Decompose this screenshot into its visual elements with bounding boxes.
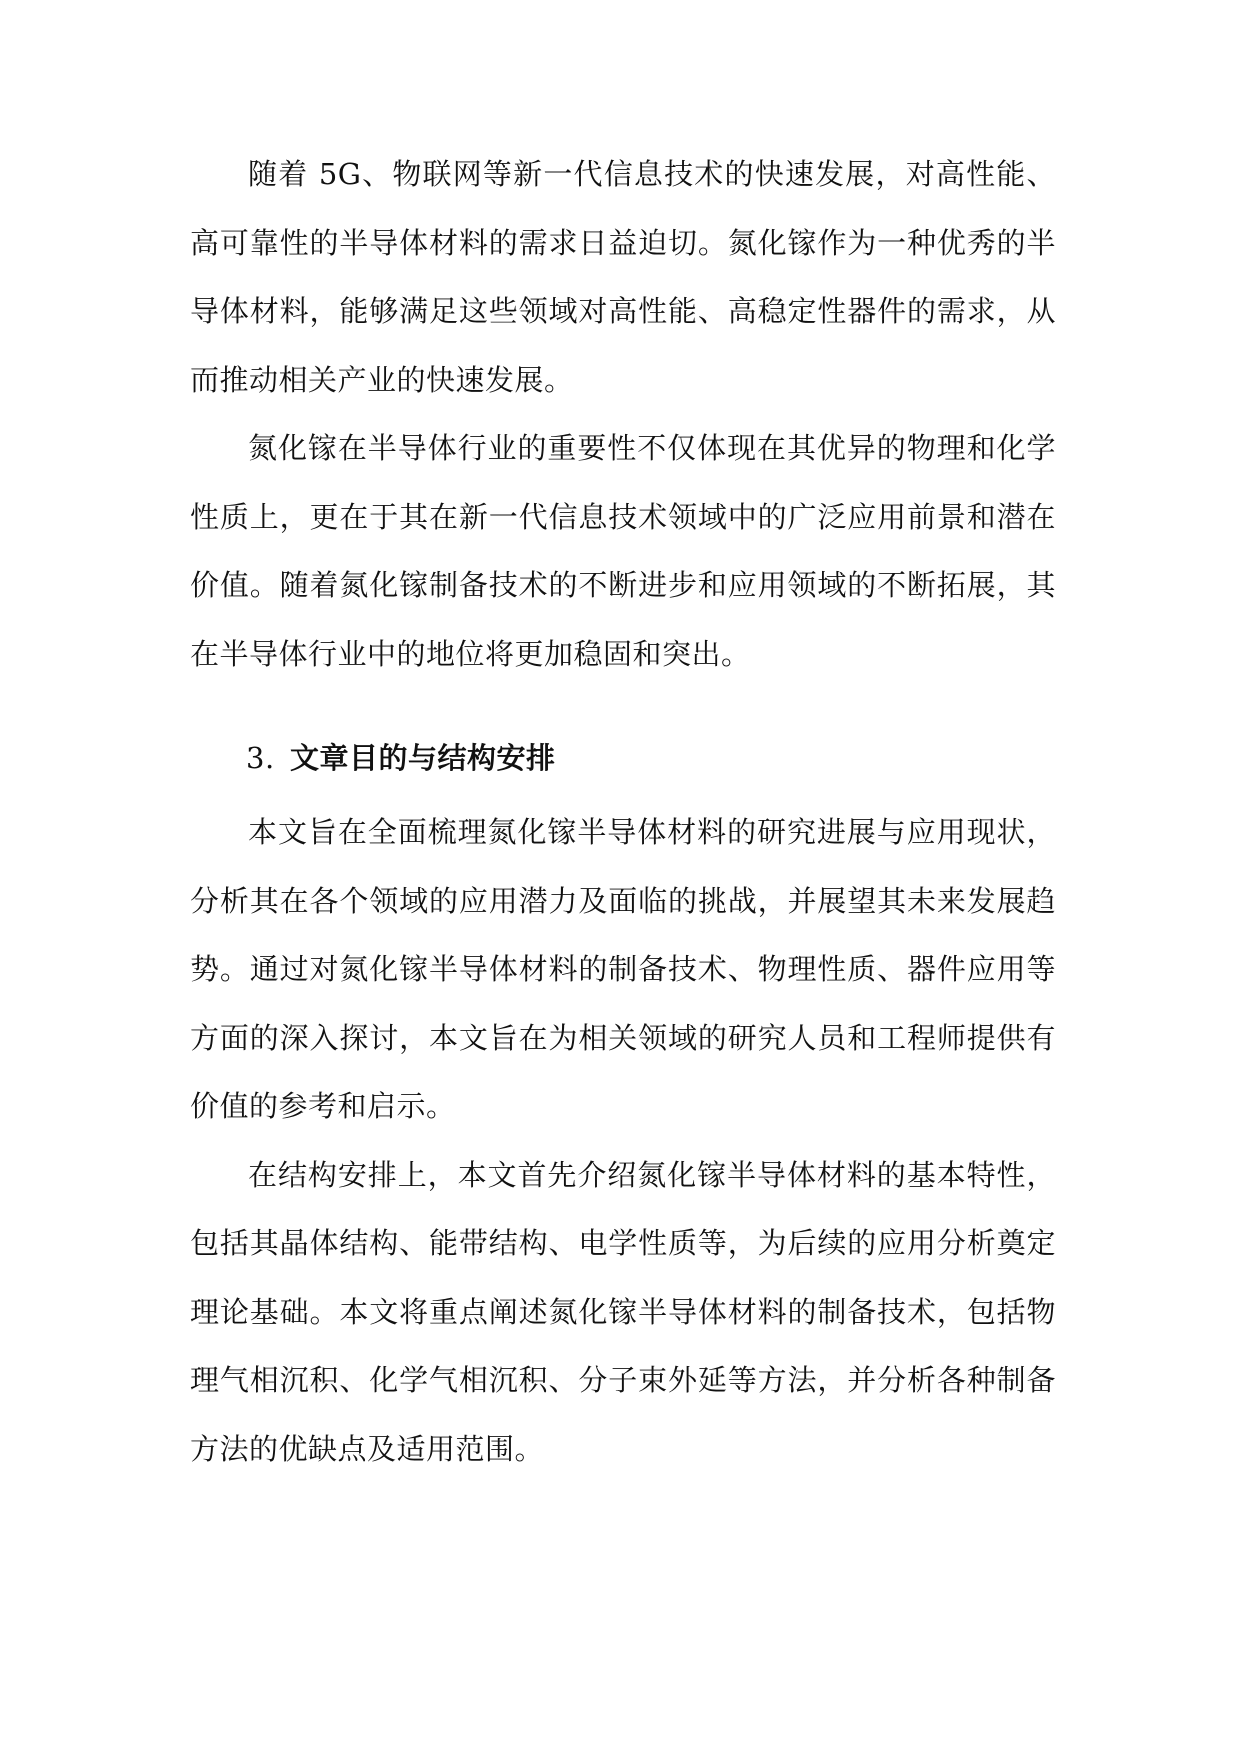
paragraph-gan-importance: 氮化镓在半导体行业的重要性不仅体现在其优异的物理和化学性质上，更在于其在新一代信息技术领域中的广泛应用前景和潜在价值。随着氮化镓制备技术的不断进步和应用领域的不断拓展，其在半导体行业中的地位将更加稳固和突出。 — [190, 431, 1056, 671]
paragraph-structure: 在结构安排上，本文首先介绍氮化镓半导体材料的基本特性，包括其晶体结构、能带结构、电学性质等，为后续的应用分析奠定理论基础。本文将重点阐述氮化镓半导体材料的制备技术，包括物理气相沉积、化学气相沉积、分子束外延等方法，并分析各种制备方法的优缺点及适用范围。 — [190, 1157, 1056, 1466]
section-number: 3. — [246, 741, 275, 775]
section-heading — [190, 718, 1056, 798]
paragraph-5g-demand: 随着 5G、物联网等新一代信息技术的快速发展，对高性能、高可靠性的半导体材料的需求日益迫切。氮化镓作为一种优秀的半导体材料，能够满足这些领域对高性能、高稳定性器件的需求，从而推动相关产业的快速发展。 — [190, 157, 1056, 397]
spacer — [190, 688, 1056, 718]
section-title: 文章目的与结构安排 — [290, 741, 556, 775]
paragraph-article-purpose: 本文旨在全面梳理氮化镓半导体材料的研究进展与应用现状，分析其在各个领域的应用潜力及面临的挑战，并展望其未来发展趋势。通过对氮化镓半导体材料的制备技术、物理性质、器件应用等方面的深入探讨，本文旨在为相关领域的研究人员和工程师提供有价值的参考和启示。 — [190, 815, 1056, 1123]
document-page — [190, 140, 1056, 1483]
